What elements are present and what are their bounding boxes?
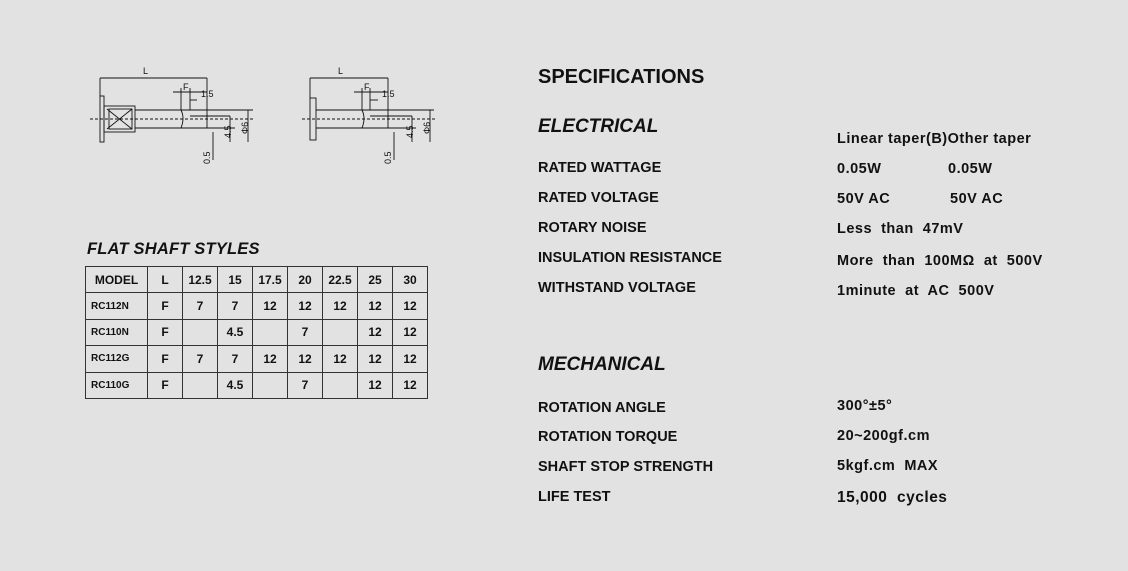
header-cell: MODEL bbox=[86, 267, 148, 293]
dim-1-5-label: 1.5 bbox=[201, 89, 214, 99]
dim-l-label: L bbox=[338, 66, 344, 76]
header-cell: 22.5 bbox=[323, 267, 358, 293]
model-cell: RC110N bbox=[86, 319, 148, 345]
insulation-resistance-label: INSULATION RESISTANCE bbox=[538, 250, 722, 266]
table-cell: 12 bbox=[393, 372, 428, 398]
table-cell: 12 bbox=[358, 293, 393, 319]
rated-voltage-other: 50V AC bbox=[950, 191, 1004, 207]
table-cell: 12 bbox=[393, 346, 428, 372]
shaft-stop-strength-label: SHAFT STOP STRENGTH bbox=[538, 459, 714, 475]
rated-wattage-linear: 0.05W bbox=[837, 161, 882, 177]
dim-0-5-label: 0.5 bbox=[202, 151, 212, 164]
table-cell: F bbox=[148, 346, 183, 372]
dim-4-5-label: 4.5 bbox=[405, 125, 415, 138]
rated-wattage-other: 0.05W bbox=[948, 161, 993, 177]
life-test-label: LIFE TEST bbox=[538, 489, 611, 505]
table-cell: 4.5 bbox=[218, 319, 253, 345]
header-cell: 12.5 bbox=[183, 267, 218, 293]
table-cell: 12 bbox=[323, 346, 358, 372]
table-row bbox=[86, 372, 428, 398]
model-cell: RC112N bbox=[86, 293, 148, 319]
rated-voltage-label: RATED VOLTAGE bbox=[538, 190, 659, 206]
table-cell bbox=[323, 372, 358, 398]
table-cell: 7 bbox=[218, 293, 253, 319]
withstand-voltage-value: 1minute at AC 500V bbox=[837, 283, 995, 299]
shaft-drawing-left bbox=[85, 60, 265, 170]
table-header-row bbox=[86, 267, 428, 293]
table-cell: 12 bbox=[288, 293, 323, 319]
dim-0-5-label: 0.5 bbox=[383, 151, 393, 164]
dim-f-label: F bbox=[183, 82, 189, 92]
dim-f-label: F bbox=[364, 82, 370, 92]
rotation-angle-value: 300°±5° bbox=[837, 398, 893, 414]
table-cell: 12 bbox=[358, 346, 393, 372]
life-test-value: 15,000 cycles bbox=[837, 489, 948, 506]
withstand-voltage-label: WITHSTAND VOLTAGE bbox=[538, 280, 696, 296]
dim-phi6-label: Φ6 bbox=[422, 121, 432, 134]
table-cell bbox=[323, 319, 358, 345]
rotation-torque-label: ROTATION TORQUE bbox=[538, 429, 678, 445]
table-cell: F bbox=[148, 372, 183, 398]
rotary-noise-label: ROTARY NOISE bbox=[538, 220, 647, 236]
electrical-heading: ELECTRICAL bbox=[538, 116, 659, 137]
table-cell: 7 bbox=[183, 346, 218, 372]
rotary-noise-value: Less than 47mV bbox=[837, 221, 964, 237]
table-cell: 12 bbox=[393, 319, 428, 345]
table-cell: 12 bbox=[253, 346, 288, 372]
table-cell bbox=[183, 372, 218, 398]
header-cell: 20 bbox=[288, 267, 323, 293]
header-cell: 15 bbox=[218, 267, 253, 293]
header-cell: L bbox=[148, 267, 183, 293]
table-cell bbox=[253, 319, 288, 345]
header-cell: 30 bbox=[393, 267, 428, 293]
header-cell: 17.5 bbox=[253, 267, 288, 293]
flat-shaft-table bbox=[85, 266, 428, 399]
table-row bbox=[86, 319, 428, 345]
table-row bbox=[86, 346, 428, 372]
model-cell: RC112G bbox=[86, 346, 148, 372]
table-cell: F bbox=[148, 293, 183, 319]
table-cell: 7 bbox=[218, 346, 253, 372]
taper-column-header: Linear taper(B)Other taper bbox=[837, 131, 1032, 147]
table-cell: 12 bbox=[358, 372, 393, 398]
table-cell: 7 bbox=[288, 319, 323, 345]
table-row bbox=[86, 293, 428, 319]
shaft-drawing-right bbox=[300, 60, 440, 170]
flat-shaft-title: FLAT SHAFT STYLES bbox=[87, 240, 260, 258]
dim-1-5-label: 1.5 bbox=[382, 89, 395, 99]
rotation-angle-label: ROTATION ANGLE bbox=[538, 400, 666, 416]
dim-phi6-label: Φ6 bbox=[240, 121, 250, 134]
table-cell: 4.5 bbox=[218, 372, 253, 398]
table-cell: 12 bbox=[323, 293, 358, 319]
table-cell bbox=[183, 319, 218, 345]
table-cell: F bbox=[148, 319, 183, 345]
mechanical-heading: MECHANICAL bbox=[538, 354, 666, 375]
rated-wattage-label: RATED WATTAGE bbox=[538, 160, 662, 176]
rotation-torque-value: 20~200gf.cm bbox=[837, 428, 930, 444]
table-cell: 12 bbox=[393, 293, 428, 319]
dim-l-label: L bbox=[143, 66, 149, 76]
shaft-stop-strength-value: 5kgf.cm MAX bbox=[837, 458, 939, 474]
table-cell: 7 bbox=[288, 372, 323, 398]
dim-4-5-label: 4.5 bbox=[223, 125, 233, 138]
header-cell: 25 bbox=[358, 267, 393, 293]
specifications-title: SPECIFICATIONS bbox=[538, 66, 705, 88]
table-cell: 12 bbox=[358, 319, 393, 345]
rated-voltage-linear: 50V AC bbox=[837, 191, 891, 207]
table-cell: 12 bbox=[253, 293, 288, 319]
table-cell: 7 bbox=[183, 293, 218, 319]
table-cell bbox=[253, 372, 288, 398]
insulation-resistance-value: More than 100MΩ at 500V bbox=[837, 253, 1043, 269]
table-cell: 12 bbox=[288, 346, 323, 372]
model-cell: RC110G bbox=[86, 372, 148, 398]
